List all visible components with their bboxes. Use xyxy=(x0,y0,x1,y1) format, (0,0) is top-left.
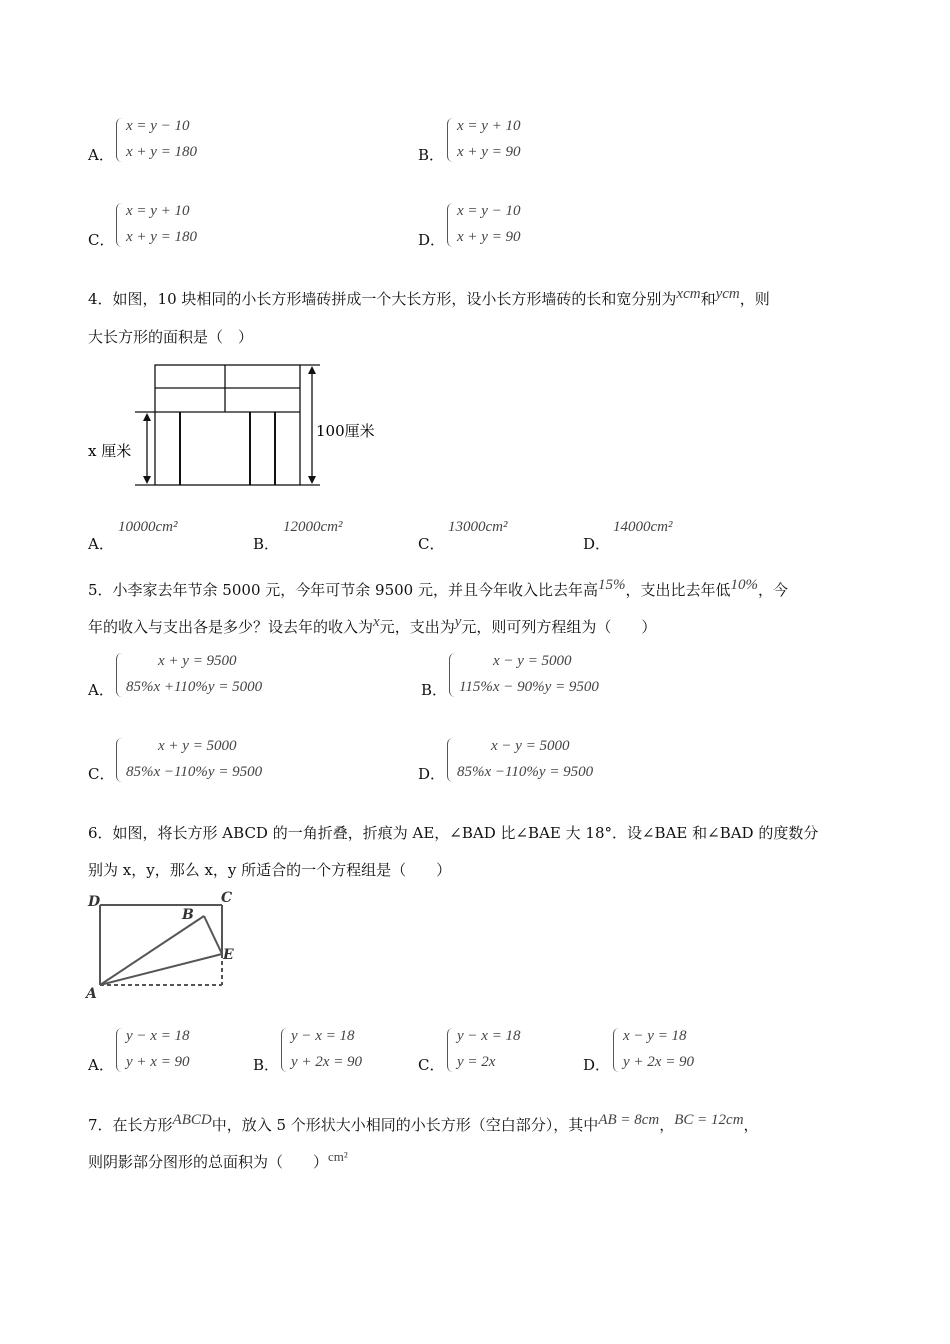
option-label: D． xyxy=(418,231,446,249)
q5-stem-line1: 5．小李家去年节余 5000 元，今年可节余 9500 元，并且今年收入比去年高15%，支出比去年低10%，今 xyxy=(88,577,788,599)
option-value: 13000cm² xyxy=(448,519,508,535)
q7-stem-line1: 7．在长方形ABCD中，放入 5 个形状大小相同的小长方形（空白部分），其中AB = 8cm，BC = 12cm， xyxy=(88,1112,759,1134)
q6-figure xyxy=(82,888,252,1000)
q4-stem-line1: 4．如图，10 块相同的小长方形墙砖拼成一个大长方形，设小长方形墙砖的长和宽分别为xcm和ycm，则 xyxy=(88,286,770,308)
point-b-label: B xyxy=(182,907,194,923)
option-label: D． xyxy=(583,535,611,553)
option-label: D． xyxy=(418,765,446,783)
option-label: B． xyxy=(253,1056,280,1074)
option-label: D． xyxy=(583,1056,611,1074)
option-label: B． xyxy=(418,146,445,164)
option-value: 14000cm² xyxy=(613,519,673,535)
option-label: C． xyxy=(418,1056,445,1074)
fig-right-label: 100厘米 xyxy=(316,422,375,440)
option-value: 12000cm² xyxy=(283,519,343,535)
option-label: B． xyxy=(253,535,280,553)
option-label: C． xyxy=(88,765,115,783)
option-value: 10000cm² xyxy=(118,519,178,535)
option-label: A． xyxy=(88,146,114,164)
option-label: C． xyxy=(418,535,445,553)
q6-stem-line2: 别为 x，y，那么 x，y 所适合的一个方程组是（ ） xyxy=(88,861,452,879)
option-label: A． xyxy=(88,535,114,553)
option-label: B． xyxy=(421,681,448,699)
point-d-label: D xyxy=(88,894,101,910)
q4-figure xyxy=(85,360,385,495)
option-label: A． xyxy=(88,681,114,699)
point-a-label: A xyxy=(86,986,97,1000)
q4-stem-line2: 大长方形的面积是（ ） xyxy=(88,328,254,346)
q6-stem-line1: 6．如图，将长方形 ABCD 的一角折叠，折痕为 AE，∠BAD 比∠BAE 大 18°．设∠BAE 和∠BAD 的度数分 xyxy=(88,824,819,842)
option-label: A． xyxy=(88,1056,114,1074)
fig-left-label: x 厘米 xyxy=(88,442,132,460)
q5-stem-line2: 年的收入与支出各是多少？设去年的收入为x元，支出为y元，则可列方程组为（ ） xyxy=(88,614,657,636)
point-e-label: E xyxy=(223,947,234,963)
option-label: C． xyxy=(88,231,115,249)
point-c-label: C xyxy=(221,890,233,906)
q7-stem-line2: 则阴影部分图形的总面积为（ ）cm² xyxy=(88,1149,348,1171)
